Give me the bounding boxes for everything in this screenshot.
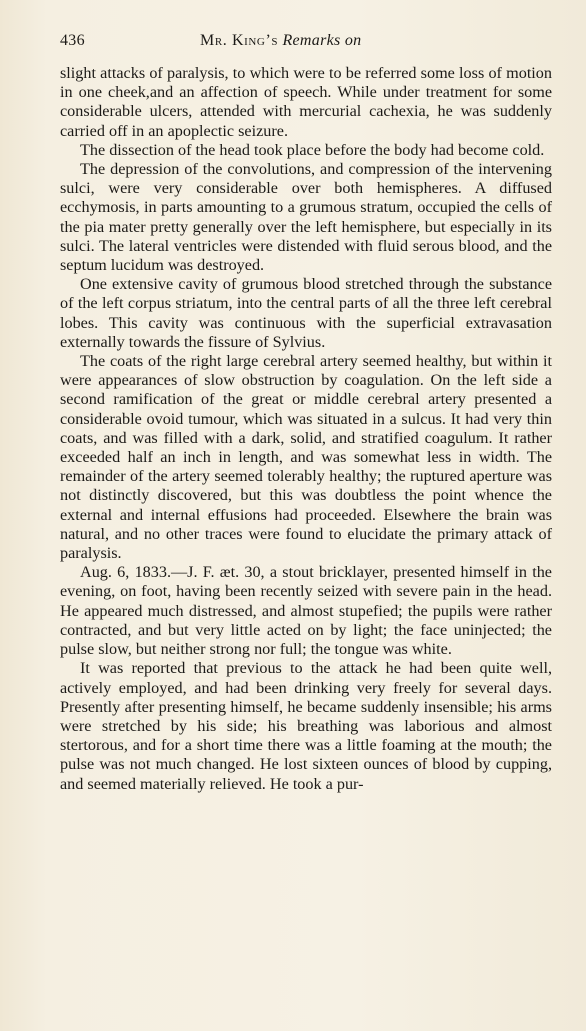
paragraph: One extensive cavity of grumous blood stretched through the substance of the left corpus striatum, into the central parts of all the three left cerebral lobes. This cavity was continuous with the superficial extravasation externally towards the fissure of Sylvius. [60, 275, 552, 351]
paragraph: The coats of the right large cerebral artery seemed healthy, but within it were appearances of slow obstruction by coagulation. On the left side a second ramification of the great or middle cerebral artery presented a considerable ovoid tumour, which was situated in a sulcus. It had very thin coats, and was filled with a dark, solid, and stratified coagulum. It rather exceeded half an inch in length, and was somewhat less in width. The remainder of the artery seemed tolerably healthy; the ruptured aperture was not distinctly discovered, but this was doubtless the point whence the external and internal effusions had proceeded. Elsewhere the brain was natural, and no other traces were found to elucidate the primary attack of paralysis. [60, 352, 552, 563]
running-head-title: Remarks on [282, 32, 362, 49]
running-head [200, 32, 361, 50]
page-number: 436 [60, 32, 85, 49]
running-head-author: Mr. King’s [200, 32, 279, 49]
paragraph: The depression of the convolutions, and compression of the intervening sulci, were very considerable over both hemispheres. A diffused ecchymosis, in parts amounting to a grumous stratum, occupied the cells of the pia mater pretty generally over the left hemisphere, but especially in its sulci. The lateral ventricles were distended with fluid serous blood, and the septum lucidum was destroyed. [60, 160, 552, 275]
paragraph: The dissection of the head took place before the body had become cold. [80, 140, 545, 159]
paragraph-case-entry: Aug. 6, 1833.—J. F. æt. 30, a stout bricklayer, presented himself in the evening, on foot, having been recently seized with severe pain in the head. He appeared much distressed, and almost stupefied; the pupils were rather contracted, and but very little acted on by light; the face uninjected; the pulse slow, but neither strong nor full; the tongue was white. [60, 563, 552, 659]
paragraph-continued: slight attacks of paralysis, to which were to be referred some loss of motion in one cheek,and an affection of speech. While under treatment for some considerable ulcers, attended with mercurial cachexia, he was suddenly carried off in an apoplectic seizure. [60, 64, 552, 140]
paragraph: It was reported that previous to the attack he had been quite well, actively employed, and had been drinking very freely for several days. Presently after presenting himself, he became suddenly insensible; his arms were stretched by his side; his breathing was laborious and almost stertorous, and for a short time there was a little foaming at the mouth; the pulse was not much changed. He lost sixteen ounces of blood by cupping, and seemed materially relieved. He took a pur- [60, 659, 552, 793]
body-text [60, 64, 552, 794]
page-header [60, 30, 552, 60]
